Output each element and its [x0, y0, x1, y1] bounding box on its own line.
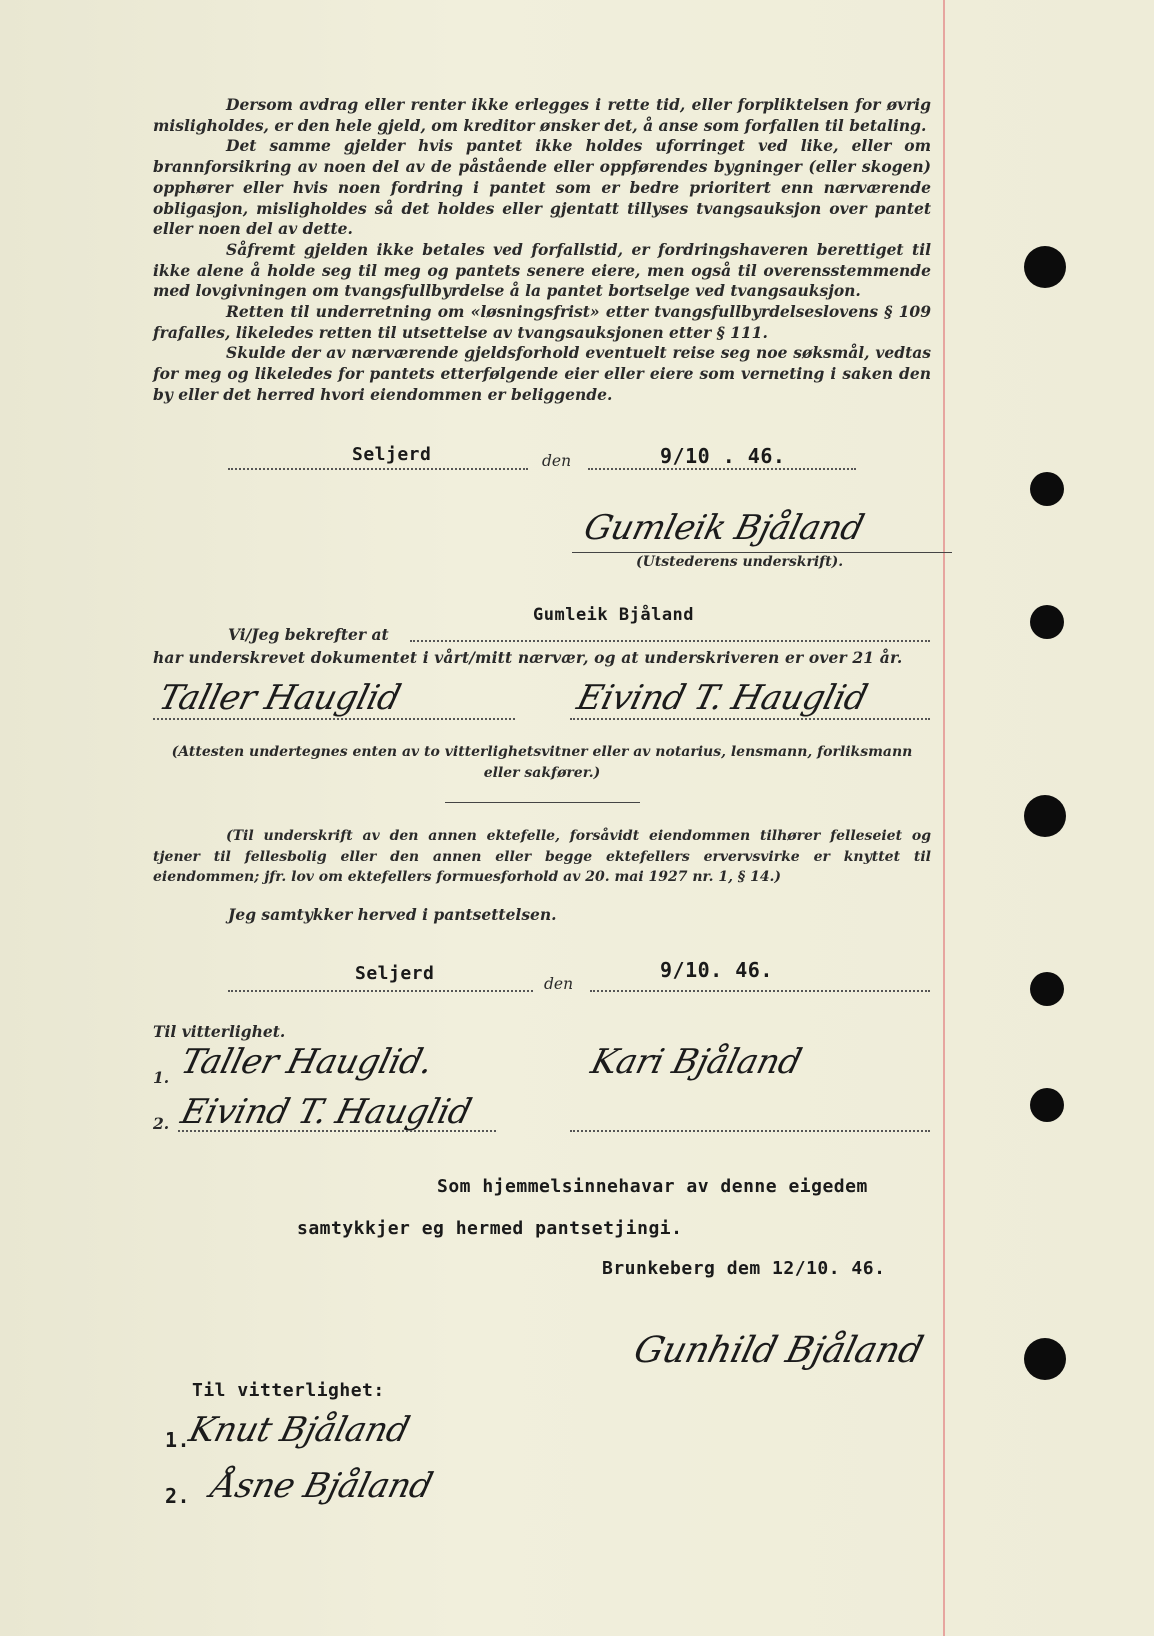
witness-signature-1: Taller Hauglid.	[177, 1042, 437, 1082]
paragraph: Det samme gjelder hvis pantet ikke holdes uforringet ved like, eller om brannforsikring av noen del av de påstående eller oppførendes bygninger (eller skogen) opphører eller hvis noen fordring i pantet som er bedre prioritert enn nærværende obligasjon, misligholdes så det holdes eller gjentatt tillyses tvangsauksjon over pantet eller noen del av dette.	[153, 136, 931, 239]
paragraph: Såfremt gjelden ikke betales ved forfallstid, er fordringshaveren berettiget til ikke alene å holde seg til meg og pantets senere eiere, men også til overensstemmende med lovgivningen om tvangsfullbyrdelse å la pantet bortselge ved tvangsauksjon.	[153, 239, 931, 301]
date: 9/10 . 46.	[660, 444, 786, 468]
consent-text: Jeg samtykker herved i pantsettelsen.	[228, 905, 557, 924]
punch-hole	[1030, 972, 1064, 1006]
witness-number: 1.	[153, 1068, 170, 1087]
divider	[445, 802, 640, 803]
punch-hole	[1030, 1088, 1064, 1122]
holder-signature: Gunhild Bjåland	[629, 1330, 927, 1371]
signature-line	[572, 552, 952, 553]
witness-line-2	[178, 1130, 496, 1132]
signature-caption: (Utstederens underskrift).	[636, 554, 844, 570]
punch-hole	[1024, 1338, 1066, 1380]
witness-line-2	[570, 718, 930, 720]
date-line	[588, 468, 856, 470]
attest-note-2: eller sakfører.)	[483, 765, 601, 781]
paragraph: Skulde der av nærværende gjeldsforhold eventuelt reise seg noe søksmål, vedtas for meg og likeledes for pantets etterfølgende eier eller eiere som verneting i saken den by eller det herred hvori eiendommen er beliggende.	[153, 343, 931, 404]
place: Seljerd	[352, 444, 432, 465]
punch-hole	[1030, 605, 1064, 639]
place-line	[228, 990, 533, 992]
den-label: den	[544, 975, 574, 993]
punch-hole	[1024, 795, 1066, 837]
confirm-text: har underskrevet dokumentet i vårt/mitt nærvær, og at underskriveren er over 21 år.	[153, 648, 903, 667]
witness-number: 2.	[165, 1484, 191, 1508]
witness-signature-2: Eivind T. Hauglid	[573, 678, 872, 718]
addendum-line-1: Som hjemmelsinnehavar av denne eigedem	[437, 1176, 868, 1197]
terms-text	[153, 95, 931, 406]
spouse-signature: Kari Bjåland	[587, 1042, 806, 1082]
witness-line-1	[153, 718, 515, 720]
addendum-line-2: samtykkjer eg hermed pantsetjingi.	[297, 1218, 683, 1239]
confirmed-name: Gumleik Bjåland	[533, 605, 695, 625]
attest-note-1: (Attesten undertegnes enten av to vitterlighetsvitner eller av notarius, lensmann, forliksmann	[171, 744, 913, 760]
spouse-line	[570, 1130, 930, 1132]
witness-signature-2: Eivind T. Hauglid	[177, 1092, 476, 1132]
confirm-prefix: Vi/Jeg bekrefter at	[228, 625, 389, 644]
punch-hole	[1024, 246, 1066, 288]
margin-line	[943, 0, 945, 1636]
paragraph: Dersom avdrag eller renter ikke erlegges i rette tid, eller forpliktelsen for øvrig misligholdes, er den hele gjeld, om kreditor ønsker det, å anse som forfallen til betaling.	[153, 95, 931, 135]
den-label: den	[542, 452, 572, 470]
witness-number: 2.	[153, 1114, 170, 1133]
witness-number: 1.	[165, 1428, 191, 1452]
date-line	[590, 990, 930, 992]
place: Seljerd	[355, 963, 435, 984]
witness-heading: Til vitterlighet.	[153, 1022, 286, 1041]
witness-signature-1: Knut Bjåland	[185, 1410, 414, 1450]
witness-signature-2: Åsne Bjåland	[207, 1466, 437, 1506]
witness-signature-1: Taller Hauglid	[155, 678, 405, 718]
paragraph: Retten til underretning om «løsningsfrist» etter tvangsfullbyrdelseslovens § 109 frafalles, likeledes retten til utsettelse av tvangsauksjonen etter § 111.	[153, 302, 931, 342]
addendum-line-3: Brunkeberg dem 12/10. 46.	[602, 1258, 886, 1279]
witness-heading: Til vitterlighet:	[192, 1380, 385, 1401]
place-line	[228, 468, 528, 470]
date: 9/10. 46.	[660, 958, 773, 982]
name-line	[410, 640, 930, 642]
spouse-note: (Til underskrift av den annen ektefelle, forsåvidt eiendommen tilhører felleseiet og tjener til fellesbolig eller den annen eller begge ektefellers ervervsvirke er knyttet til eiendommen; jfr. lov om ektefellers formuesforhold av 20. mai 1927 nr. 1, § 14.)	[153, 828, 931, 885]
issuer-signature: Gumleik Bjåland	[580, 508, 868, 548]
punch-hole	[1030, 472, 1064, 506]
